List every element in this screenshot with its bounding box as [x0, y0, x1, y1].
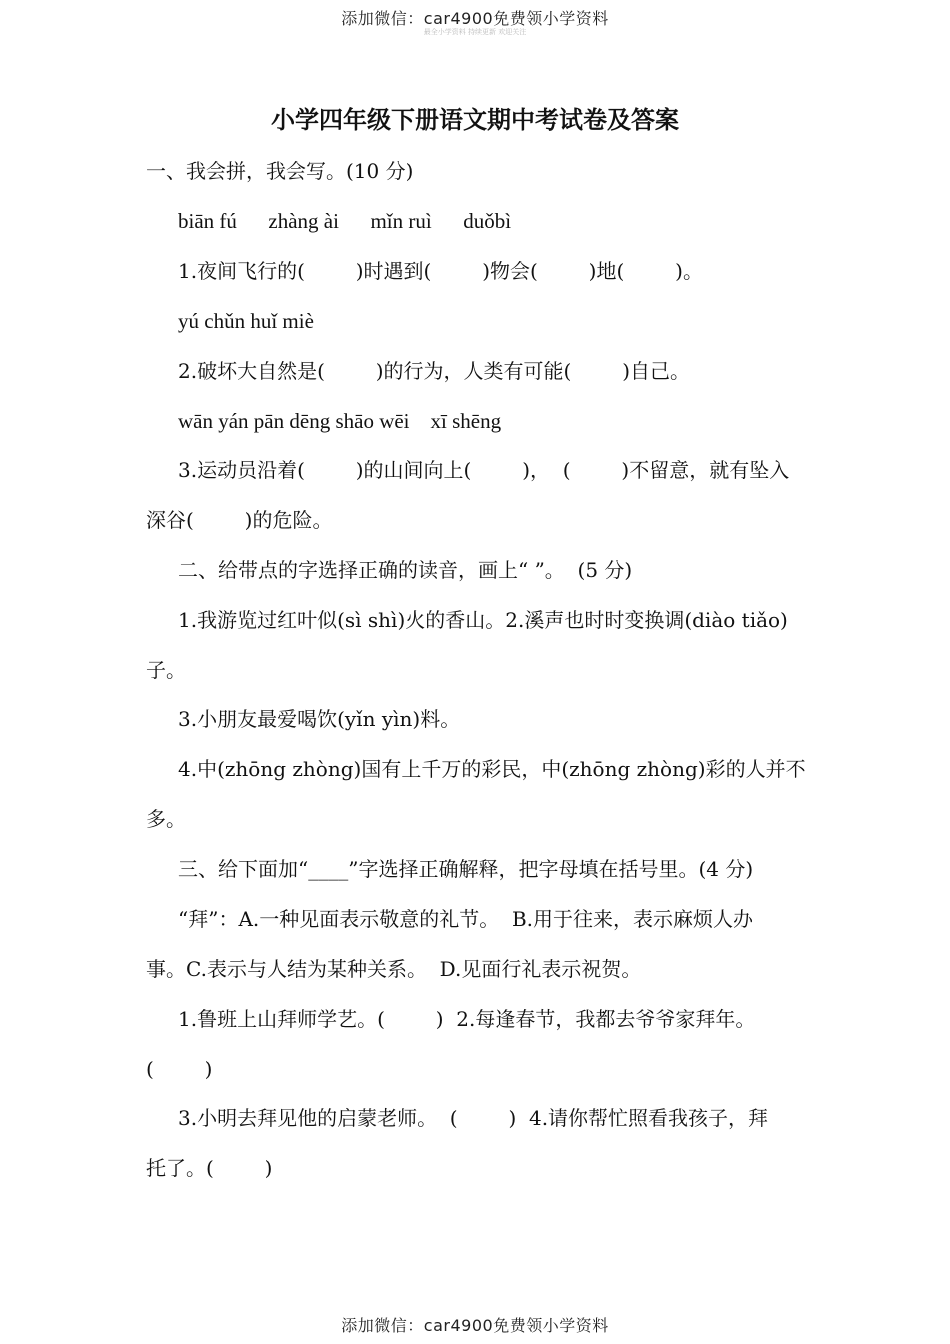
question-2-1-cont: 子。: [146, 658, 186, 682]
question-2-4: 4.中(zhōng zhòng)国有上千万的彩民，中(zhōng zhòng)彩的人并不: [178, 757, 806, 781]
question-1-3-cont: 深谷( )的危险。: [146, 508, 333, 532]
section-1-heading: 一、我会拼，我会写。(10 分): [146, 159, 414, 183]
question-1-2: 2.破坏大自然是( )的行为，人类有可能( )自己。: [178, 359, 691, 383]
page-title: 小学四年级下册语文期中考试卷及答案: [271, 106, 679, 134]
section-2-heading: 二、给带点的字选择正确的读音，画上“ ”。 (5 分): [178, 558, 633, 582]
question-3-1-cont: ( ): [146, 1057, 213, 1081]
pinyin-line-1: biān fú zhàng ài mǐn ruì duǒbì: [178, 209, 512, 233]
definition-line-1: “拜”：A.一种见面表示敬意的礼节。 B.用于往来，表示麻烦人办: [178, 907, 754, 931]
question-1-1: 1.夜间飞行的( )时遇到( )物会( )地( )。: [178, 259, 703, 283]
question-3-3: 3.小明去拜见他的启蒙老师。 ( ) 4.请你帮忙照看我孩子，拜: [178, 1106, 769, 1130]
definition-line-2: 事。C.表示与人结为某种关系。 D.见面行礼表示祝贺。: [146, 957, 642, 981]
pinyin-line-3: wān yán pān dēng shāo wēi xī shēng: [178, 409, 502, 433]
watermark-subtext: 最全小学资料 持续更新 欢迎关注: [423, 28, 527, 36]
question-2-3: 3.小朋友最爱喝饮(yǐn yìn)料。: [178, 707, 461, 731]
question-2-1: 1.我游览过红叶似(sì shì)火的香山。2.溪声也时时变换调(diào tiǎo): [178, 608, 788, 632]
pinyin-line-2: yú chǔn huǐ miè: [178, 309, 314, 333]
question-1-3: 3.运动员沿着( )的山间向上( )， ( )不留意，就有坠入: [178, 458, 790, 482]
section-3-heading: 三、给下面加“____”字选择正确解释，把字母填在括号里。(4 分): [178, 857, 754, 881]
question-2-4-cont: 多。: [146, 807, 186, 831]
watermark-bottom: 添加微信：car4900免费领小学资料: [341, 1316, 609, 1335]
question-3-3-cont: 托了。( ): [146, 1156, 273, 1180]
question-3-1: 1.鲁班上山拜师学艺。( ) 2.每逢春节，我都去爷爷家拜年。: [178, 1007, 756, 1031]
watermark-top: 添加微信：car4900免费领小学资料: [341, 9, 609, 28]
